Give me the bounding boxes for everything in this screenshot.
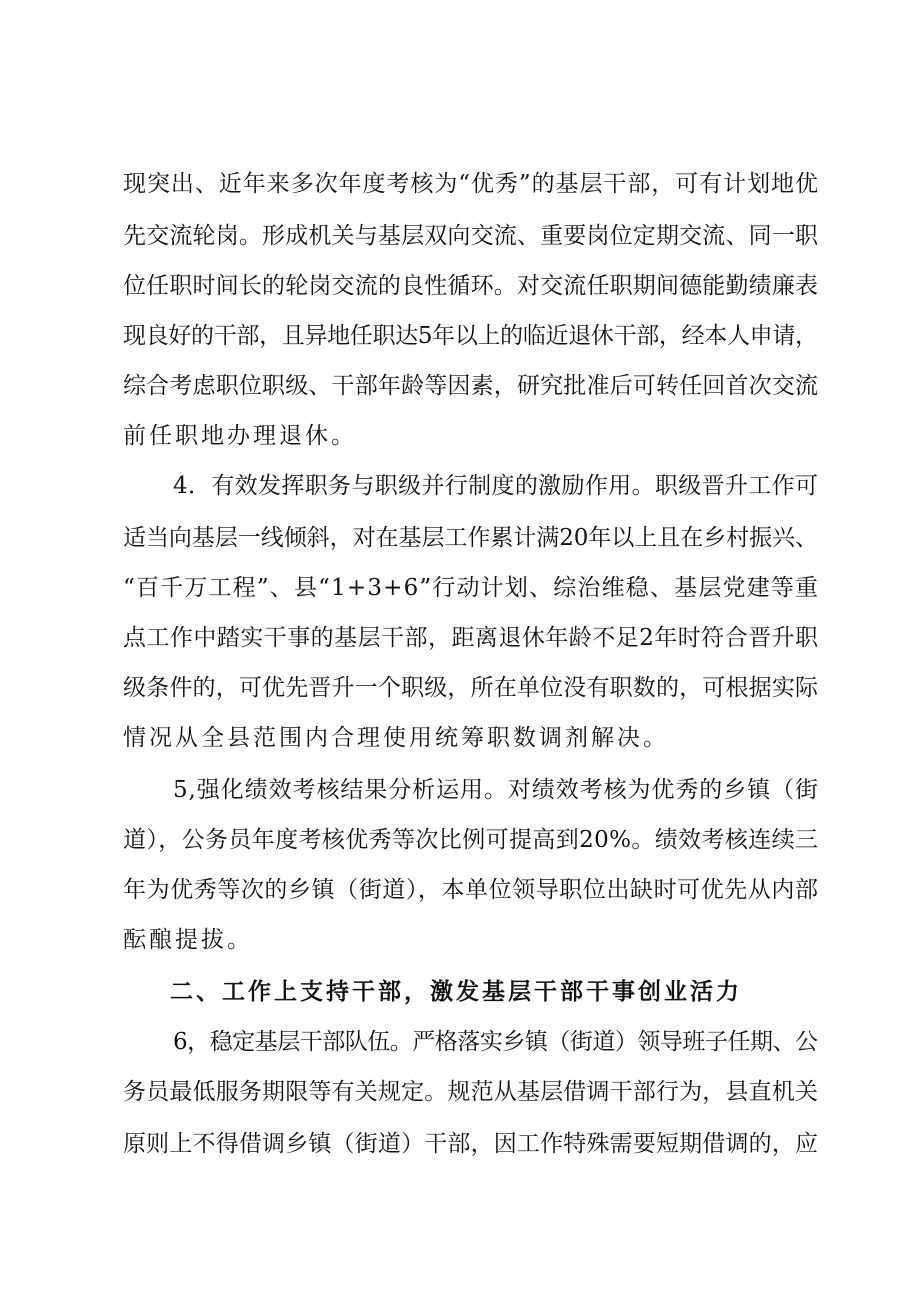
body-text-line xyxy=(0,870,920,910)
body-text-line xyxy=(0,216,920,256)
line-text: 先交流轮岗。形成机关与基层双向交流、重要岗位定期交流、同一职 xyxy=(123,223,819,249)
body-text-line xyxy=(0,466,920,506)
line-text: 年为优秀等次的乡镇（街道），本单位领导职位出缺时可优先从内部 xyxy=(123,877,819,903)
heading-text: 二、工作上支持干部，激发基层干部干事创业活力 xyxy=(170,979,742,1005)
line-text: 现良好的干部，且异地任职达5年以上的临近退休干部，经本人申请， xyxy=(123,323,818,349)
body-text-line xyxy=(0,518,920,558)
body-text-line xyxy=(0,1124,920,1164)
line-text: 现突出、近年来多次年度考核为“优秀”的基层干部，可有计划地优 xyxy=(123,171,819,197)
body-text-line xyxy=(0,1072,920,1112)
line-text: 综合考虑职位职级、干部年龄等因素，研究批准后可转任回首次交流 xyxy=(123,373,819,399)
line-text: 点工作中踏实干事的基层干部，距离退休年龄不足2年时符合晋升职 xyxy=(123,625,819,651)
line-text: “百千万工程”、县“1+3+6”行动计划、综治维稳、基层党建等重 xyxy=(123,575,820,601)
body-text-line xyxy=(0,266,920,306)
body-text-line xyxy=(0,920,920,960)
body-text-line xyxy=(0,820,920,860)
body-text-line xyxy=(0,416,920,456)
line-text: 位任职时间长的轮岗交流的良性循环。对交流任职期间德能勤绩廉表 xyxy=(123,273,819,299)
line-text: 5,强化绩效考核结果分析运用。对绩效考核为优秀的乡镇（街 xyxy=(173,777,819,803)
body-text-line xyxy=(0,770,920,810)
body-text-line xyxy=(0,1022,920,1062)
line-text: 级条件的，可优先晋升一个职级，所在单位没有职数的，可根据实际 xyxy=(123,675,819,701)
line-text: 适当向基层一线倾斜，对在基层工作累计满20年以上且在乡村振兴、 xyxy=(123,525,818,551)
body-text-line xyxy=(0,618,920,658)
line-text: 酝酿提拔。 xyxy=(123,927,253,953)
line-text: 道），公务员年度考核优秀等次比例可提高到20%。绩效考核连续三 xyxy=(123,827,819,853)
line-text: 原则上不得借调乡镇（街道）干部，因工作特殊需要短期借调的，应 xyxy=(123,1131,819,1157)
body-text-line xyxy=(0,668,920,708)
line-text: 4．有效发挥职务与职级并行制度的激励作用。职级晋升工作可 xyxy=(173,473,819,499)
line-text: 务员最低服务期限等有关规定。规范从基层借调干部行为，县直机关 xyxy=(123,1079,819,1105)
body-text-line xyxy=(0,316,920,356)
body-text-line xyxy=(0,366,920,406)
line-text: 6，稳定基层干部队伍。严格落实乡镇（街道）领导班子任期、公 xyxy=(173,1029,818,1055)
line-text: 情况从全县范围内合理使用统筹职数调剂解决。 xyxy=(123,725,669,751)
section-heading xyxy=(0,972,920,1012)
body-text-line xyxy=(0,718,920,758)
line-text: 前任职地办理退休。 xyxy=(123,423,357,449)
body-text-line xyxy=(0,164,920,204)
body-text-line xyxy=(0,568,920,608)
